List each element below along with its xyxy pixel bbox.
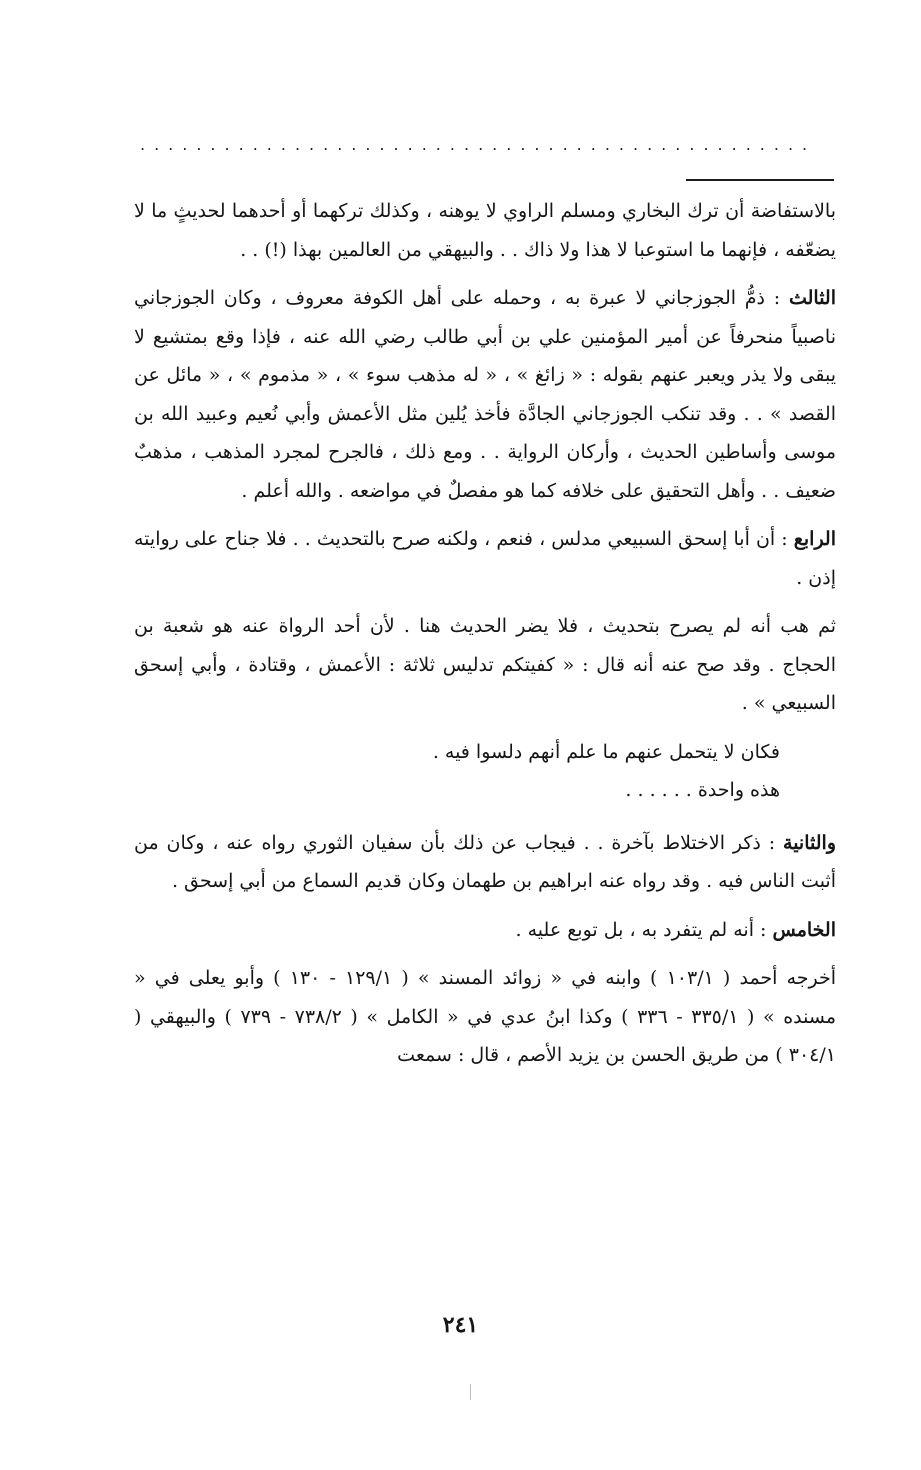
section-label-third: الثالث [788, 287, 836, 309]
paragraph-fifth [134, 911, 836, 950]
section-label-fifth: الخامس [772, 918, 836, 941]
paragraph-fourth-text: : أن أبا إسحق السبيعي مدلس ، فنعم ، ولكنه صرح بالتحديث . . فلا جناح على روايته إذن . [134, 528, 836, 589]
indented-line-one: فكان لا يتحمل عنهم ما علم أنهم دلسوا فيه . [432, 740, 780, 763]
paragraph-fourth [134, 520, 836, 597]
paragraph-third [134, 279, 836, 510]
paragraph-citations: أخرجه أحمد ( ١٠٣/١ ) وابنه في « زوائد المسند » ( ١٢٩/١ - ١٣٠ ) وأبو يعلى في « مسنده » ( ٣٣٥/١ - ٣٣٦ ) وكذا ابنُ عدي في « الكامل » ( ٧٣٨/٢ - ٧٣٩ ) والبيهقي ( ٣٠٤/١ ) من طريق الحسن بن يزيد الأصم ، قال : سمعت [134, 967, 837, 1066]
paragraph-fifth-text: : أنه لم يتفرد به ، بل توبع عليه . [515, 918, 773, 941]
indented-line-two: هذه واحدة . . . . . . [625, 779, 780, 801]
section-label-fourth: الرابع [793, 528, 836, 550]
paragraph-second-point [134, 824, 836, 901]
page-body [134, 192, 836, 1085]
paragraph-continuation: بالاستفاضة أن ترك البخاري ومسلم الراوي لا يوهنه ، وكذلك تركهما أو أحدهما لحديثٍ ما لا يضعّفه ، فإنهما ما استوعبا لا هذا ولا ذاك . . والبيهقي من العالمين بهذا (!) . . [134, 200, 836, 261]
paragraph-third-text: : ذمُّ الجوزجاني لا عبرة به ، وحمله على أهل الكوفة معروف ، وكان الجوزجاني ناصبياً منحرفاً عن أمير المؤمنين علي بن أبي طالب رضي الله عنه ، فإذا وقع بمتشيع لا يبقى ولا يذر ويعبر عنهم بقوله : « زائغ » ، « له مذهب سوء » ، « مذموم » ، « مائل عن القصد » . . وقد تنكب الجوزجاني الجادَّة فأخذ يُلين مثل الأعمش وأبي نُعيم وعبيد الله بن موسى وأساطين الحديث ، وأركان الرواية . . ومع ذلك ، فالجرح لمجرد المذهب ، مذهبٌ ضعيف . . وأهل التحقيق على خلافه كما هو مفصلٌ في مواضعه . والله أعلم . [134, 287, 837, 502]
dotted-separator: ................................................ [140, 138, 817, 152]
indented-lines [134, 733, 836, 810]
section-label-second: والثانية [783, 831, 836, 854]
footnote-rule [686, 179, 834, 181]
scan-edge-mark [470, 1384, 471, 1400]
paragraph-second-point-text: : ذكر الاختلاط بآخرة . . فيجاب عن ذلك بأن سفيان الثوري رواه عنه ، وكان من أثبت الناس فيه . وقد رواه عنه ابراهيم بن طهمان وكان قديم السماع من أبي إسحق . [134, 831, 836, 892]
paragraph-tadlis: ثم هب أنه لم يصرح بتحديث ، فلا يضر الحديث هنا . لأن أحد الرواة عنه هو شعبة بن الحجاج . وقد صح عنه أنه قال : « كفيتكم تدليس ثلاثة : الأعمش ، وقتادة ، وأبي إسحق السبيعي » . [134, 615, 836, 714]
page-number: ٢٤١ [442, 1312, 479, 1338]
